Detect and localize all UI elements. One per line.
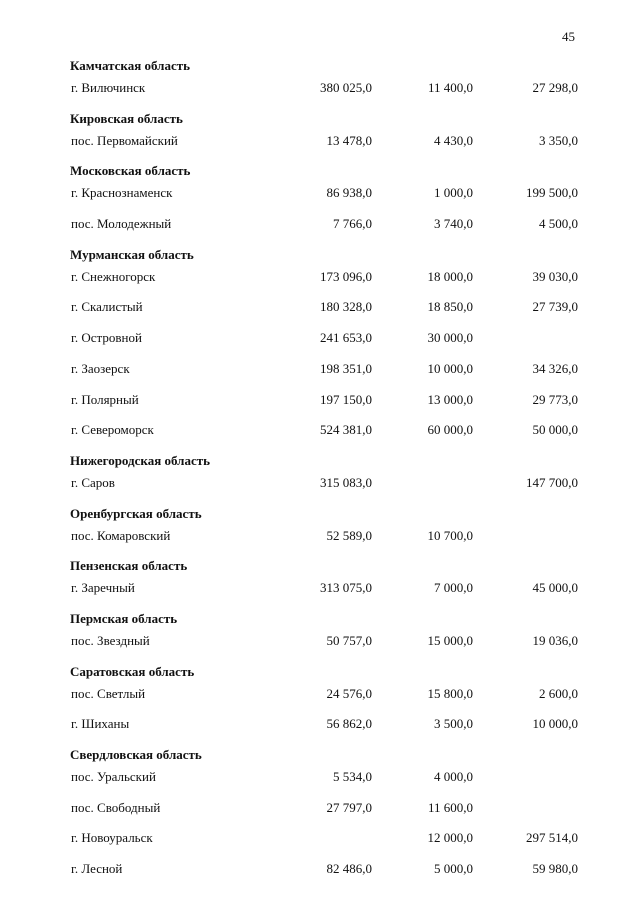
value-column-1: 241 653,0 [320,330,372,346]
value-column-1: 50 757,0 [326,632,372,648]
value-column-3: 297 514,0 [526,830,578,846]
region-heading: Пензенская область [70,558,188,574]
table-row [0,581,640,612]
value-column-2: 1 000,0 [434,185,473,201]
value-column-3: 2 600,0 [539,685,578,701]
place-name: пос. Комаровский [71,527,171,543]
value-column-1: 82 486,0 [326,861,372,877]
value-column-3: 147 700,0 [526,474,578,490]
table-row [0,270,640,301]
region-heading: Саратовская область [70,663,195,679]
place-name: пос. Свободный [71,799,161,815]
table-row [0,529,640,560]
value-column-1: 197 150,0 [320,391,372,407]
region-heading: Пермская область [70,610,178,626]
value-column-2: 18 850,0 [427,299,473,315]
place-name: г. Полярный [71,391,139,407]
value-column-3: 27 298,0 [532,80,578,95]
table-row [0,81,640,112]
value-column-1: 315 083,0 [320,474,372,490]
value-column-1: 180 328,0 [320,299,372,315]
place-name: г. Вилючинск [71,80,146,95]
place-name: пос. Светлый [71,685,146,701]
value-column-1: 52 589,0 [326,527,372,543]
table-row [0,393,640,424]
place-name: г. Скалистый [71,299,143,315]
value-column-2: 7 000,0 [434,580,473,596]
value-column-2: 10 700,0 [427,527,473,543]
value-column-1: 13 478,0 [326,132,372,148]
value-column-1: 173 096,0 [320,268,372,284]
value-column-3: 29 773,0 [532,391,578,407]
value-column-2: 13 000,0 [427,391,473,407]
place-name: г. Островной [71,330,142,346]
region-heading: Мурманская область [70,246,194,262]
place-name: пос. Уральский [71,769,156,784]
region-heading: Нижегородская область [70,452,210,468]
place-name: г. Саров [71,474,115,490]
place-name: г. Новоуральск [71,830,153,846]
page-number: 45 [562,29,575,44]
value-column-1: 24 576,0 [326,685,372,701]
region-heading: Камчатская область [70,58,190,73]
value-column-2: 18 000,0 [427,268,473,284]
table-row [0,476,640,507]
table-row [0,634,640,665]
table-row [0,217,640,248]
region-heading: Оренбургская область [70,505,202,521]
table-row [0,331,640,362]
value-column-3: 45 000,0 [532,580,578,596]
table-row [0,862,640,893]
place-name: г. Краснознаменск [71,185,173,201]
place-name: пос. Первомайский [71,132,178,148]
value-column-1: 380 025,0 [320,80,372,95]
place-name: г. Снежногорск [71,268,156,284]
value-column-2: 11 400,0 [427,80,473,95]
value-column-2: 11 600,0 [427,799,473,815]
table-row [0,801,640,832]
place-name: г. Заозерск [71,360,130,376]
table-row [0,687,640,718]
value-column-1: 198 351,0 [320,360,372,376]
value-column-2: 15 000,0 [427,632,473,648]
value-column-1: 86 938,0 [326,185,372,201]
value-column-2: 3 740,0 [434,216,473,232]
value-column-3: 39 030,0 [532,268,578,284]
value-column-3: 199 500,0 [526,185,578,201]
value-column-2: 10 000,0 [427,360,473,376]
place-name: г. Заречный [71,580,135,596]
value-column-2: 4 430,0 [434,132,473,148]
table-row [0,717,640,748]
value-column-3: 27 739,0 [532,299,578,315]
value-column-2: 3 500,0 [434,716,473,732]
value-column-2: 12 000,0 [427,830,473,846]
value-column-2: 4 000,0 [434,769,473,784]
value-column-3: 59 980,0 [532,861,578,877]
value-column-1: 7 766,0 [333,216,372,232]
value-column-1: 5 534,0 [333,769,372,784]
value-column-3: 10 000,0 [532,716,578,732]
region-heading: Кировская область [70,110,183,126]
value-column-2: 60 000,0 [427,422,473,438]
table-row [0,300,640,331]
value-column-2: 5 000,0 [434,861,473,877]
table-row [0,186,640,217]
place-name: г. Североморск [71,422,154,438]
table-row [0,423,640,454]
value-column-3: 34 326,0 [532,360,578,376]
value-column-2: 30 000,0 [427,330,473,346]
value-column-3: 19 036,0 [532,632,578,648]
table-row [0,362,640,393]
table-row [0,831,640,862]
value-column-3: 50 000,0 [532,422,578,438]
value-column-2: 15 800,0 [427,685,473,701]
region-heading: Московская область [70,163,191,179]
table-row [0,770,640,801]
place-name: пос. Звездный [71,632,150,648]
value-column-1: 313 075,0 [320,580,372,596]
place-name: г. Лесной [71,861,123,877]
value-column-1: 27 797,0 [326,799,372,815]
place-name: г. Шиханы [71,716,130,732]
value-column-1: 524 381,0 [320,422,372,438]
settlement-table [0,59,640,893]
region-heading: Свердловская область [70,747,202,762]
place-name: пос. Молодежный [71,216,172,232]
table-row [0,134,640,165]
value-column-3: 3 350,0 [539,132,578,148]
value-column-1: 56 862,0 [326,716,372,732]
value-column-3: 4 500,0 [539,216,578,232]
